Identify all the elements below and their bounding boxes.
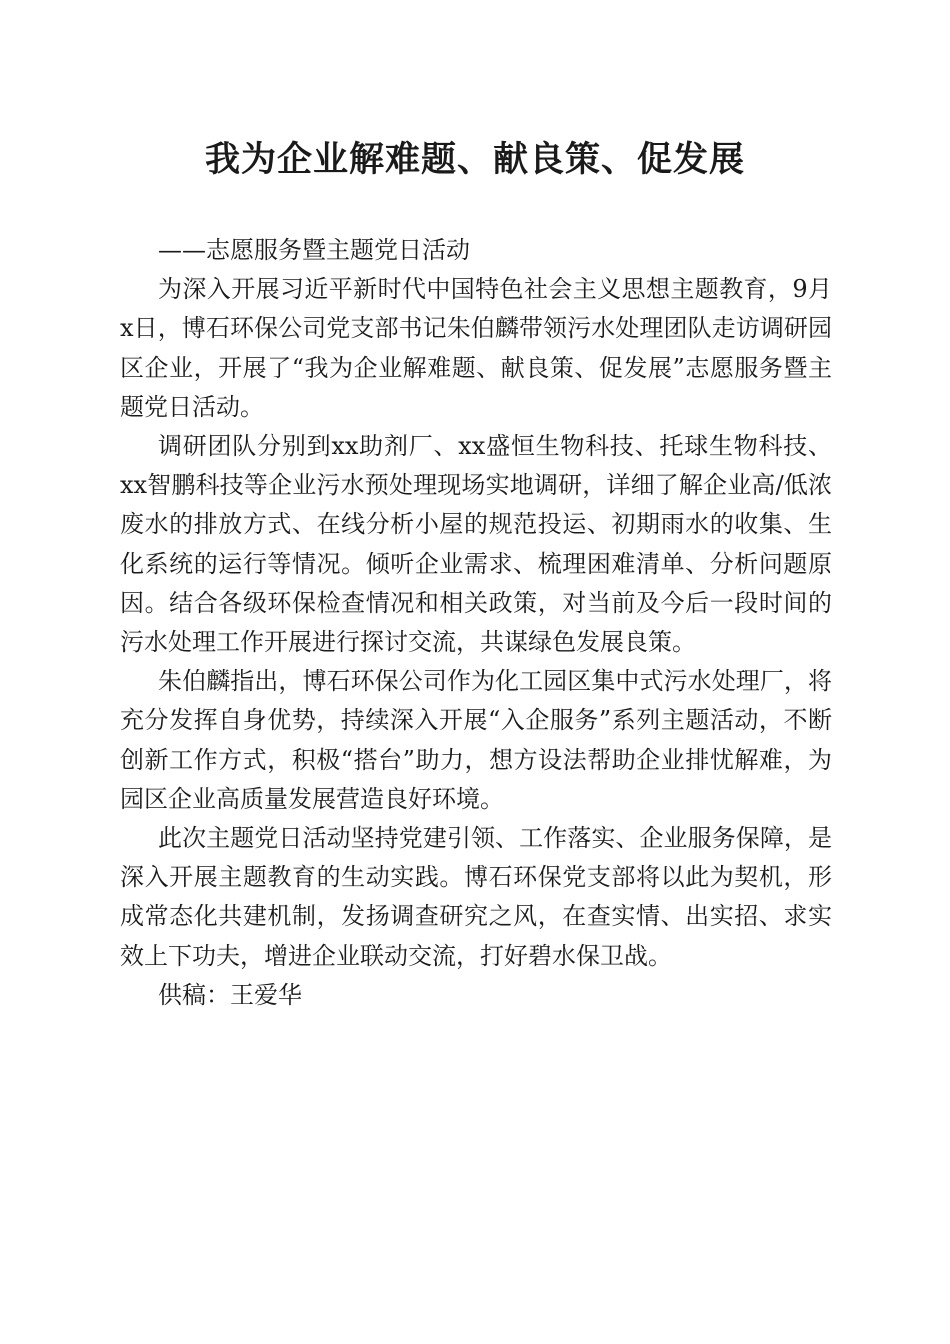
paragraph-research: 调研团队分别到xx助剂厂、xx盛恒生物科技、托球生物科技、xx智鹏科技等企业污水预处理现场实地调研，详细了解企业高/低浓废水的排放方式、在线分析小屋的规范投运、初期雨水的收集、生化系统的运行等情况。倾听企业需求、梳理困难清单、分析问题原因。结合各级环保检查情况和相关政策，对当前及今后一段时间的污水处理工作开展进行探讨交流，共谋绿色发展良策。 [120,432,832,657]
document-subtitle: ——志愿服务暨主题党日活动 [158,236,470,264]
paragraph-statement: 朱伯麟指出，博石环保公司作为化工园区集中式污水处理厂，将充分发挥自身优势，持续深入开展“入企服务”系列主题活动，不断创新工作方式，积极“搭台”助力，想方设法帮助企业排忧解难，为园区企业高质量发展营造良好环境。 [120,667,832,813]
document-body [120,231,832,1015]
document-title: 我为企业解难题、献良策、促发展 [204,140,745,180]
contributor-line: 供稿：王爱华 [158,980,302,1009]
paragraph-conclusion: 此次主题党日活动坚持党建引领、工作落实、企业服务保障，是深入开展主题教育的生动实践。博石环保党支部将以此为契机，形成常态化共建机制，发扬调查研究之风，在查实情、出实招、求实效上下功夫，增进企业联动交流，打好碧水保卫战。 [120,824,832,970]
paragraph-intro: 为深入开展习近平新时代中国特色社会主义思想主题教育，9月x日，博石环保公司党支部书记朱伯麟带领污水处理团队走访调研园区企业，开展了“我为企业解难题、献良策、促发展”志愿服务暨主题党日活动。 [120,275,832,421]
